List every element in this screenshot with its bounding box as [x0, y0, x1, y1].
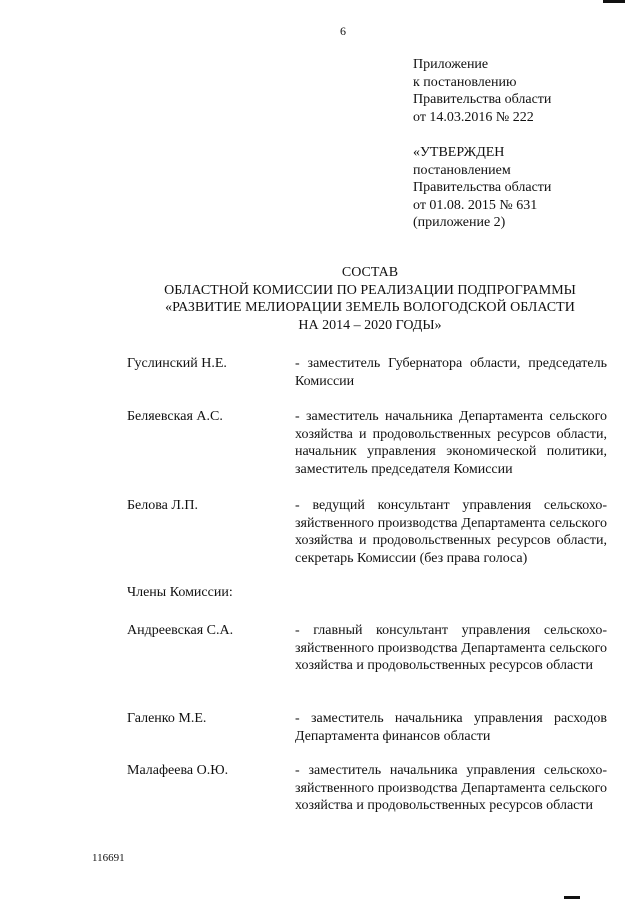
member-name: Беляевская А.С. [127, 409, 223, 424]
approved-line: от 01.08. 2015 № 631 [413, 197, 538, 213]
corner-mark [564, 896, 580, 899]
title-line: «РАЗВИТИЕ МЕЛИОРАЦИИ ЗЕМЕЛЬ ВОЛОГОДСКОЙ ОБЛАСТИ [165, 300, 575, 315]
title-line: ОБЛАСТНОЙ КОМИССИИ ПО РЕАЛИЗАЦИИ ПОДПРОГРАММЫ [164, 282, 576, 298]
member-name: Белова Л.П. [127, 498, 198, 513]
document-code: 116691 [92, 852, 125, 864]
approved-block [413, 144, 551, 232]
approved-line: «УТВЕРЖДЕН [413, 145, 505, 160]
member-role: - главный консультант управления сельскохозяйственного производства Департамента сельского хозяйства и продовольственных ресурсов области [295, 623, 607, 674]
member-name: Гуслинский Н.Е. [127, 356, 227, 371]
member-role: - заместитель начальника управления сельскохозяйственного производства Департамента сельского хозяйства и продовольственных ресурсов области [295, 763, 607, 814]
member-role: - ведущий консультант управления сельскохозяйственного производства Департамента сельского хозяйства и продовольственных ресурсов области, секретарь Комиссии (без права голоса) [295, 498, 607, 567]
member-role: - заместитель начальника Департамента сельского хозяйства и продовольственных ресурсов области, начальник управления экономической политики, заместитель председателя Комиссии [295, 409, 607, 478]
appendix-line: Приложение [413, 57, 489, 72]
approved-line: (приложение 2) [413, 215, 506, 231]
member-role: - заместитель Губернатора области, председатель Комиссии [295, 356, 607, 389]
corner-mark [603, 0, 625, 3]
title-line: СОСТАВ [341, 265, 399, 280]
appendix-block [413, 56, 551, 126]
title-line: НА 2014 – 2020 ГОДЫ» [298, 317, 442, 333]
member-name: Галенко М.Е. [127, 711, 207, 726]
approved-line: постановлением [413, 162, 511, 178]
document-title [0, 264, 640, 334]
members-label: Члены Комиссии: [127, 585, 233, 600]
member-name: Малафеева О.Ю. [127, 763, 229, 778]
appendix-line: Правительства области [413, 92, 552, 108]
member-role: - заместитель начальника управления расходов Департамента финансов области [295, 711, 607, 744]
approved-line: Правительства области [413, 180, 552, 196]
appendix-line: от 14.03.2016 № 222 [413, 109, 534, 125]
appendix-line: к постановлению [413, 74, 517, 90]
member-name: Андреевская С.А. [127, 623, 234, 638]
page-number: 6 [340, 24, 346, 38]
